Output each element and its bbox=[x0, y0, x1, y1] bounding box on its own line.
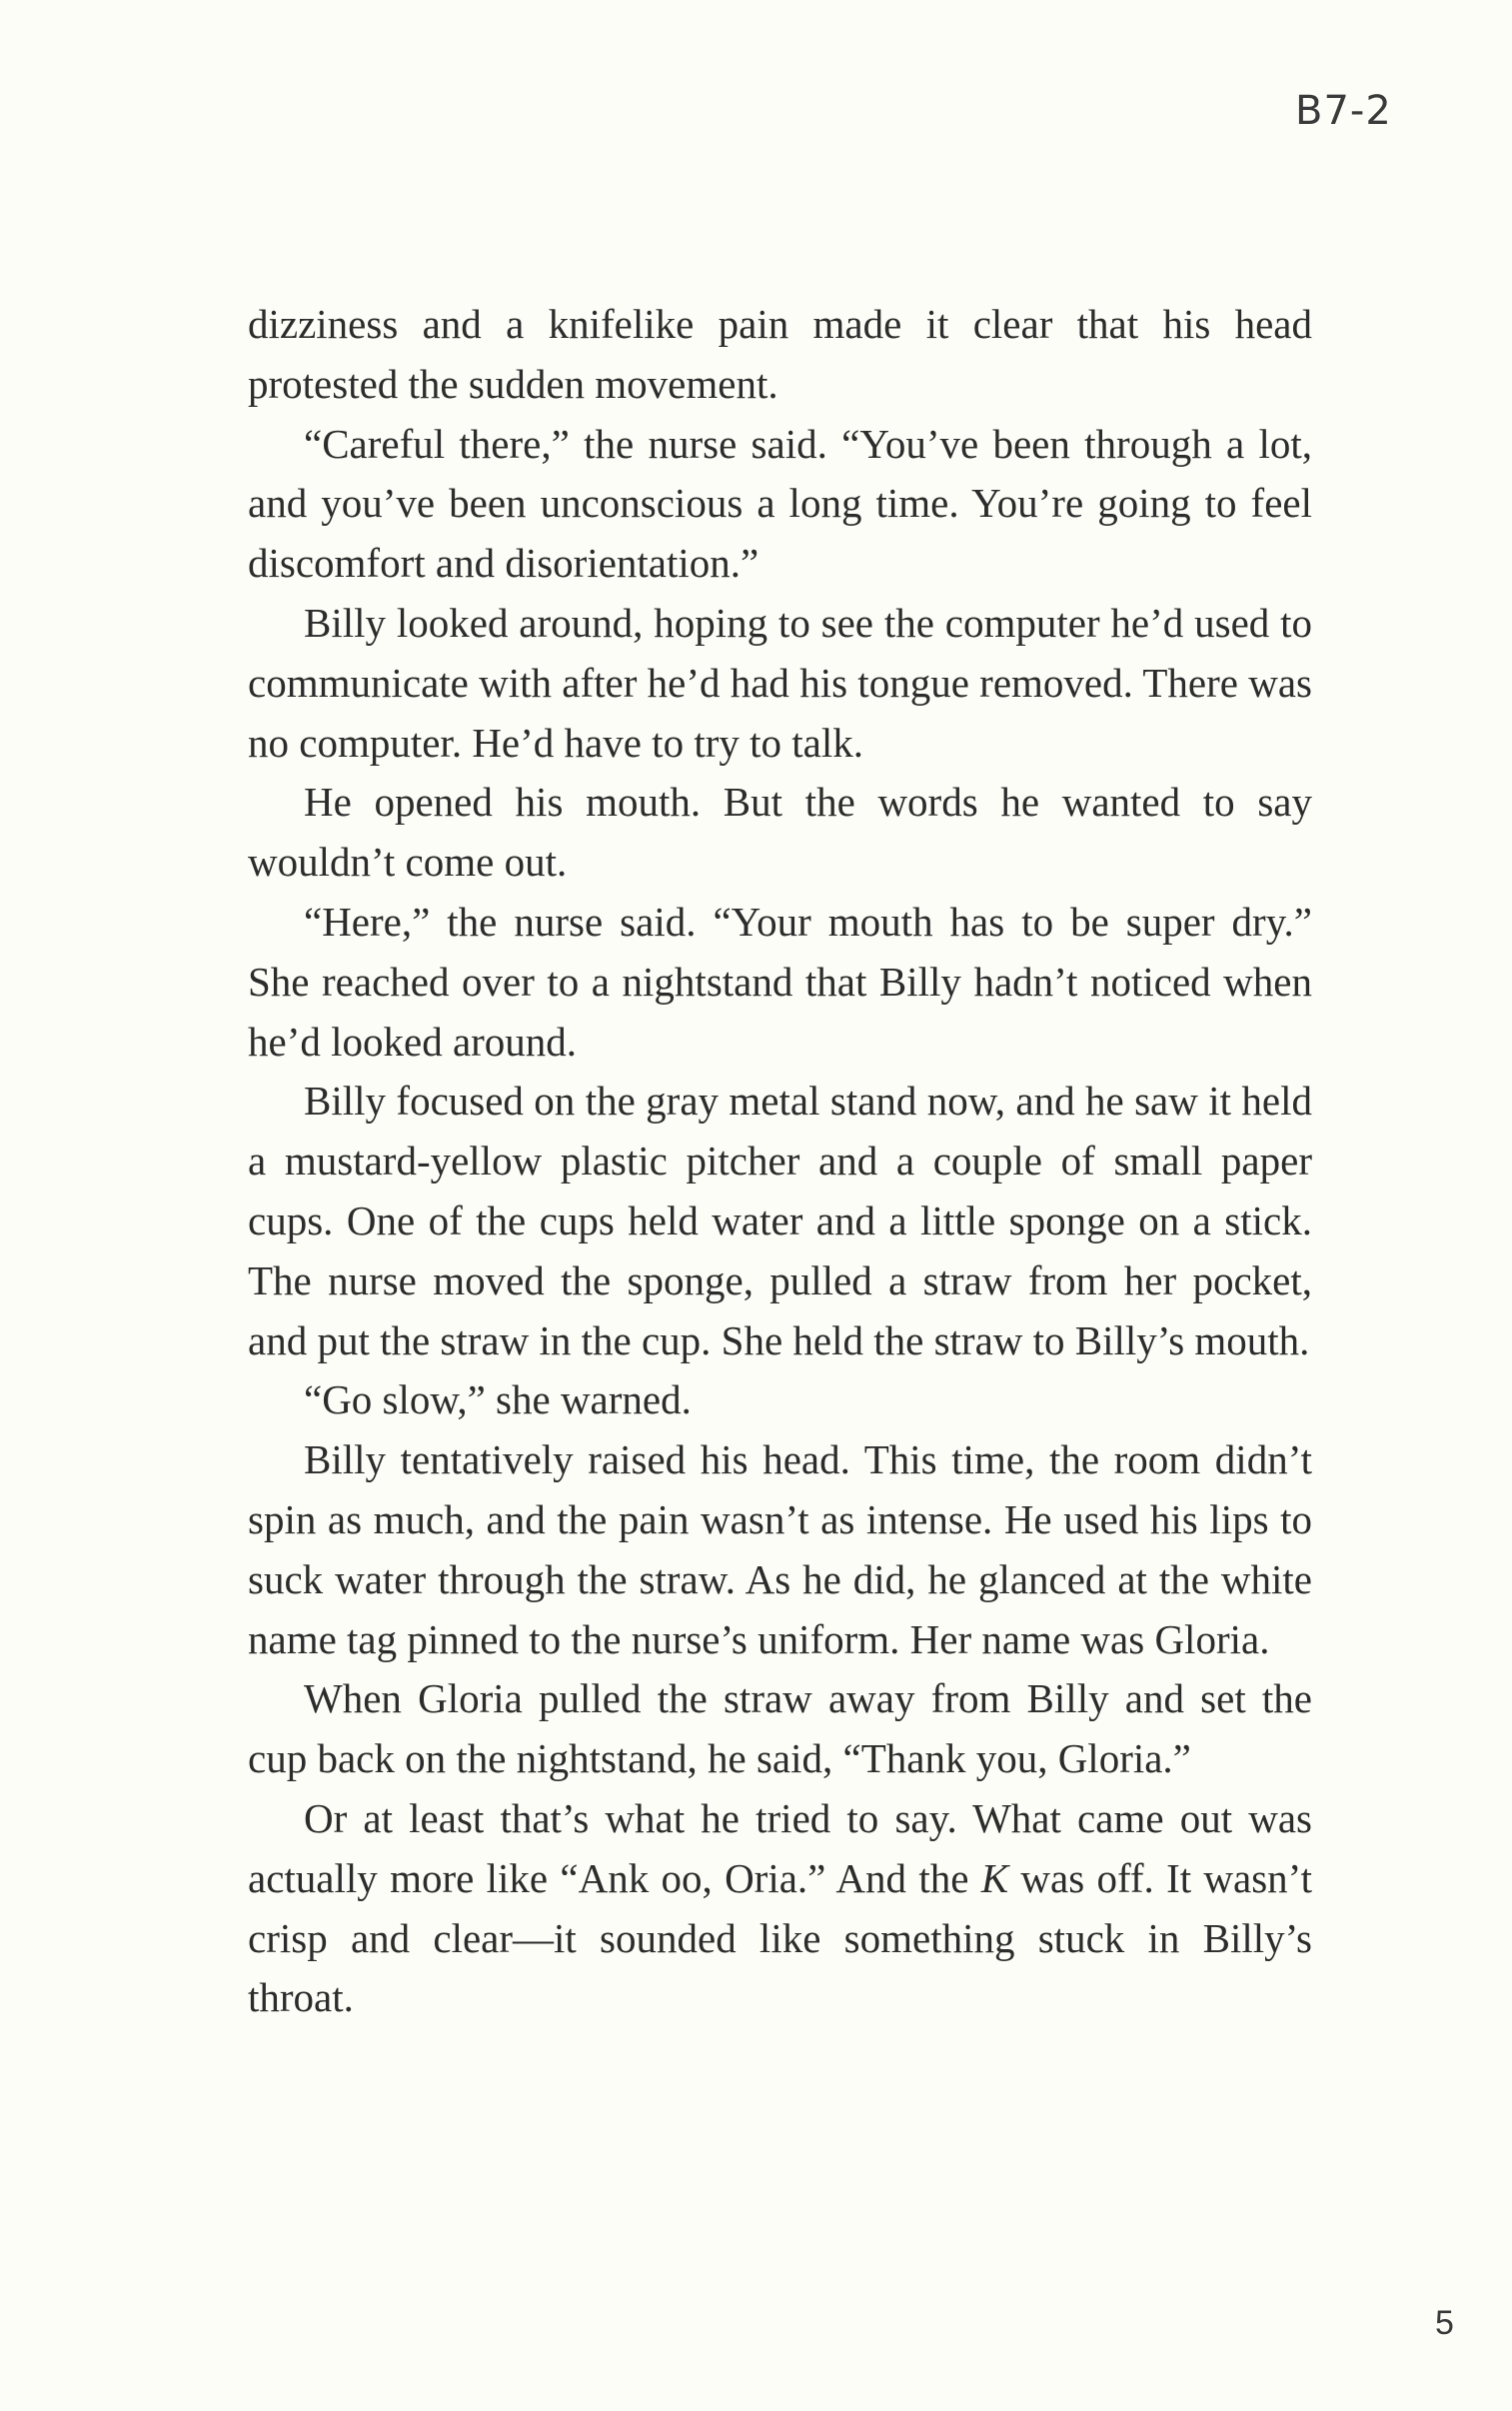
paragraph-continued: dizziness and a knifelike pain made it clear that his head protested the sudden movement. bbox=[248, 301, 1312, 407]
paragraph-last-end: was off. It wasn’t crisp and clear—it sounded like something stuck in Billy’s throat. bbox=[248, 1854, 1312, 2021]
paragraph: “Careful there,” the nurse said. “You’ve been through a lot, and you’ve been unconscious a long time. You’re going to feel discomfort and disorientation.” bbox=[248, 420, 1312, 587]
page-number: 5 bbox=[1435, 2304, 1454, 2342]
paragraph: Billy focused on the gray metal stand now, and he saw it held a mustard-yellow plastic pitcher and a couple of small paper cups. One of the cups held water and a little sponge on a stick. The nurse moved the sponge, pulled a straw from her pocket, and put the straw in the cup. She held the straw to Billy’s mouth. bbox=[248, 1078, 1312, 1363]
body-text bbox=[248, 295, 1312, 2028]
page-code: B7-2 bbox=[1295, 88, 1392, 134]
paragraph-last bbox=[248, 1789, 1312, 2028]
paragraph: “Here,” the nurse said. “Your mouth has to be super dry.” She reached over to a nightstand that Billy hadn’t noticed when he’d looked around. bbox=[248, 898, 1312, 1065]
paragraph: When Gloria pulled the straw away from Billy and set the cup back on the nightstand, he said, “Thank you, Gloria.” bbox=[248, 1675, 1312, 1782]
paragraph: He opened his mouth. But the words he wanted to say wouldn’t come out. bbox=[248, 779, 1312, 886]
paragraph: Billy tentatively raised his head. This time, the room didn’t spin as much, and the pain wasn’t as intense. He used his lips to suck water through the straw. As he did, he glanced at the white name tag pinned to the nurse’s uniform. Her name was Gloria. bbox=[248, 1436, 1312, 1662]
italic-letter: K bbox=[980, 1854, 1009, 1901]
paragraph: Billy looked around, hoping to see the computer he’d used to communicate with after he’d had his tongue removed. There was no computer. He’d have to try to talk. bbox=[248, 599, 1312, 766]
paragraph-last-start: Or at least that’s what he tried to say. What came out was actually more like “Ank oo, Oria.” And the bbox=[248, 1794, 1312, 1901]
paragraph: “Go slow,” she warned. bbox=[304, 1376, 692, 1423]
